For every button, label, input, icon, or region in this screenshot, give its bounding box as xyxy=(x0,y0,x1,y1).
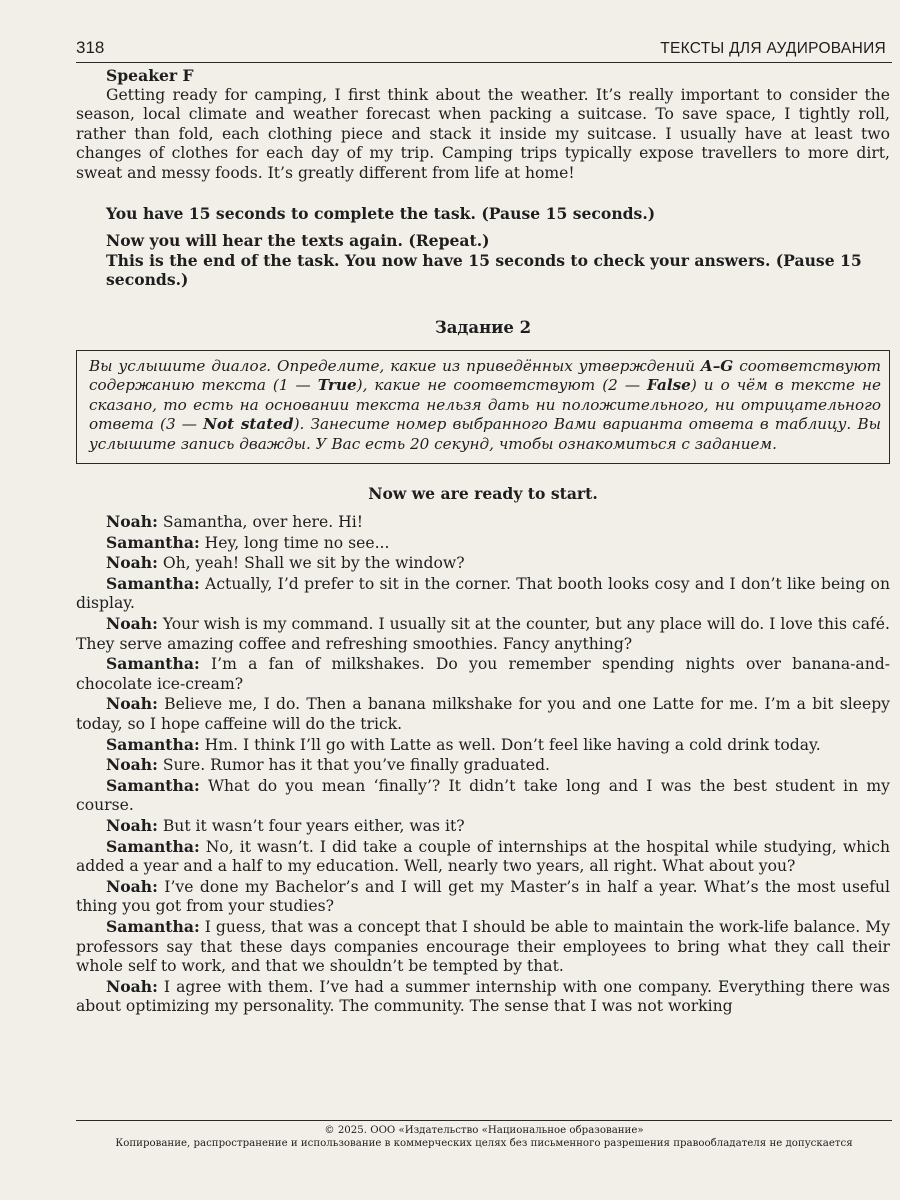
speaker-f-heading: Speaker F xyxy=(106,66,194,85)
instruction-end: This is the end of the task. You now have 15 seconds to check your answers. (Pause 15 seconds.) xyxy=(106,250,862,290)
line-text: I’ve done my Bachelor’s and I will get my Master’s in half a year. What’s the most useful thing you got from your studies? xyxy=(76,877,890,916)
line-text: I’m a fan of milkshakes. Do you remember spending nights over banana-and-chocolate ice-cream? xyxy=(76,655,890,693)
box-text-2: соответствуют содержанию текста (1 — xyxy=(89,356,881,395)
instruction-repeat: Now you will hear the texts again. (Repeat.) xyxy=(106,231,490,251)
dialogue-line xyxy=(76,574,890,614)
speaker-name: Noah: xyxy=(106,553,158,573)
speaker-name: Noah: xyxy=(106,876,158,896)
copyright-line: © 2025. ООО «Издательство «Национальное образование» xyxy=(324,1125,644,1136)
dialogue-line xyxy=(76,654,890,694)
line-text: Sure. Rumor has it that you’ve finally graduated. xyxy=(157,756,551,775)
page-content xyxy=(76,66,890,1017)
box-range: A–G xyxy=(700,356,734,375)
dialogue xyxy=(76,512,890,1017)
speaker-name: Noah: xyxy=(106,512,158,532)
speaker-name: Noah: xyxy=(106,976,158,996)
dialogue-line xyxy=(76,614,890,654)
dialogue-line xyxy=(76,755,890,776)
running-head: ТЕКСТЫ ДЛЯ АУДИРОВАНИЯ xyxy=(660,40,886,57)
task-2-title: Задание 2 xyxy=(434,317,532,337)
dialogue-line xyxy=(76,816,890,837)
box-false: False xyxy=(647,376,691,395)
line-text: What do you mean ‘finally’? It didn’t take long and I was the best student in my course. xyxy=(76,776,890,815)
page-header xyxy=(76,36,892,63)
line-text: Hey, long time no see... xyxy=(199,533,390,552)
line-text: I guess, that was a concept that I should be able to maintain the work-life balance. My professors say that these days companies encourage their employees to bring what they call their whole self to work, and that we shouldn’t be tempted by that. xyxy=(76,917,890,976)
line-text: Actually, I’d prefer to sit in the corner. That booth looks cosy and I don’t like being on display. xyxy=(76,574,890,613)
box-text-4: ) и о чём в тексте не сказано, то есть на основании текста нельзя дать ни положительного, ни отрицательного ответа (3 — xyxy=(89,376,882,434)
speaker-name: Noah: xyxy=(106,614,158,634)
copyright-footer xyxy=(76,1124,892,1150)
dialogue-line xyxy=(76,694,890,734)
task-instructions xyxy=(76,204,890,290)
speaker-name: Samantha: xyxy=(106,836,200,856)
page-number: 318 xyxy=(76,38,105,57)
dialogue-line xyxy=(76,977,890,1017)
speaker-name: Samantha: xyxy=(106,734,200,754)
line-text: Your wish is my command. I usually sit at the counter, but any place will do. I love this café. They serve amazing coffee and refreshing smoothies. Fancy anything? xyxy=(76,615,890,653)
speaker-name: Samantha: xyxy=(106,775,200,795)
line-text: Oh, yeah! Shall we sit by the window? xyxy=(157,554,465,573)
dialogue-line xyxy=(76,533,890,554)
dialogue-line xyxy=(76,512,890,533)
line-text: No, it wasn’t. I did take a couple of internships at the hospital while studying, which added a year and a half to my education. Well, nearly two years, all right. What about you? xyxy=(76,837,890,876)
speaker-name: Noah: xyxy=(106,816,158,835)
line-text: Samantha, over here. Hi! xyxy=(157,513,363,532)
dialogue-line xyxy=(76,877,890,917)
dialogue-line xyxy=(76,735,890,756)
dialogue-line xyxy=(76,553,890,574)
footer-rule xyxy=(76,1120,892,1121)
instruction-complete: You have 15 seconds to complete the task. (Pause 15 seconds.) xyxy=(106,203,656,223)
speaker-name: Samantha: xyxy=(106,654,200,674)
line-text: I agree with them. I’ve had a summer internship with one company. Everything there was about optimizing my personality. The community. The sense that I was not working xyxy=(76,977,890,1016)
speaker-name: Samantha: xyxy=(106,532,200,552)
speaker-f-text: Getting ready for camping, I first think about the weather. It’s really important to consider the season, local climate and weather forecast when packing a suitcase. To save space, I tightly roll, rather than fold, each clothing piece and stack it inside my suitcase. I usually have at least two changes of clothes for each day of my trip. Camping trips typically expose travellers to more dirt, sweat and messy foods. It’s greatly different from life at home! xyxy=(76,85,890,182)
dialogue-line xyxy=(76,837,890,877)
box-text-5: ). Занесите номер выбранного Вами варианта ответа в таблицу. Вы услышите запись дважды. У Вас есть 20 секунд, чтобы ознакомиться с заданием. xyxy=(89,415,881,453)
ready-heading: Now we are ready to start. xyxy=(368,483,598,503)
box-true: True xyxy=(317,376,357,395)
line-text: But it wasn’t four years either, was it? xyxy=(157,817,465,835)
box-not-stated: Not stated xyxy=(203,415,294,434)
speaker-name: Noah: xyxy=(106,694,158,714)
task-2-instructions-box xyxy=(76,350,890,464)
box-text-1: Вы услышите диалог. Определите, какие из приведённых утверждений xyxy=(89,356,701,375)
speaker-name: Samantha: xyxy=(106,573,200,593)
dialogue-line xyxy=(76,776,890,816)
speaker-name: Samantha: xyxy=(106,916,200,936)
copyright-notice: Копирование, распространение и использование в коммерческих целях без письменного разрешения правообладателя не допускается xyxy=(115,1138,853,1149)
dialogue-line xyxy=(76,917,890,977)
line-text: Believe me, I do. Then a banana milkshake for you and one Latte for me. I’m a bit sleepy today, so I hope caffeine will do the trick. xyxy=(76,695,890,734)
box-text-3: ), какие не соответствуют (2 — xyxy=(356,376,648,395)
speaker-name: Noah: xyxy=(106,755,158,775)
line-text: Hm. I think I’ll go with Latte as well. Don’t feel like having a cold drink today. xyxy=(199,735,821,754)
